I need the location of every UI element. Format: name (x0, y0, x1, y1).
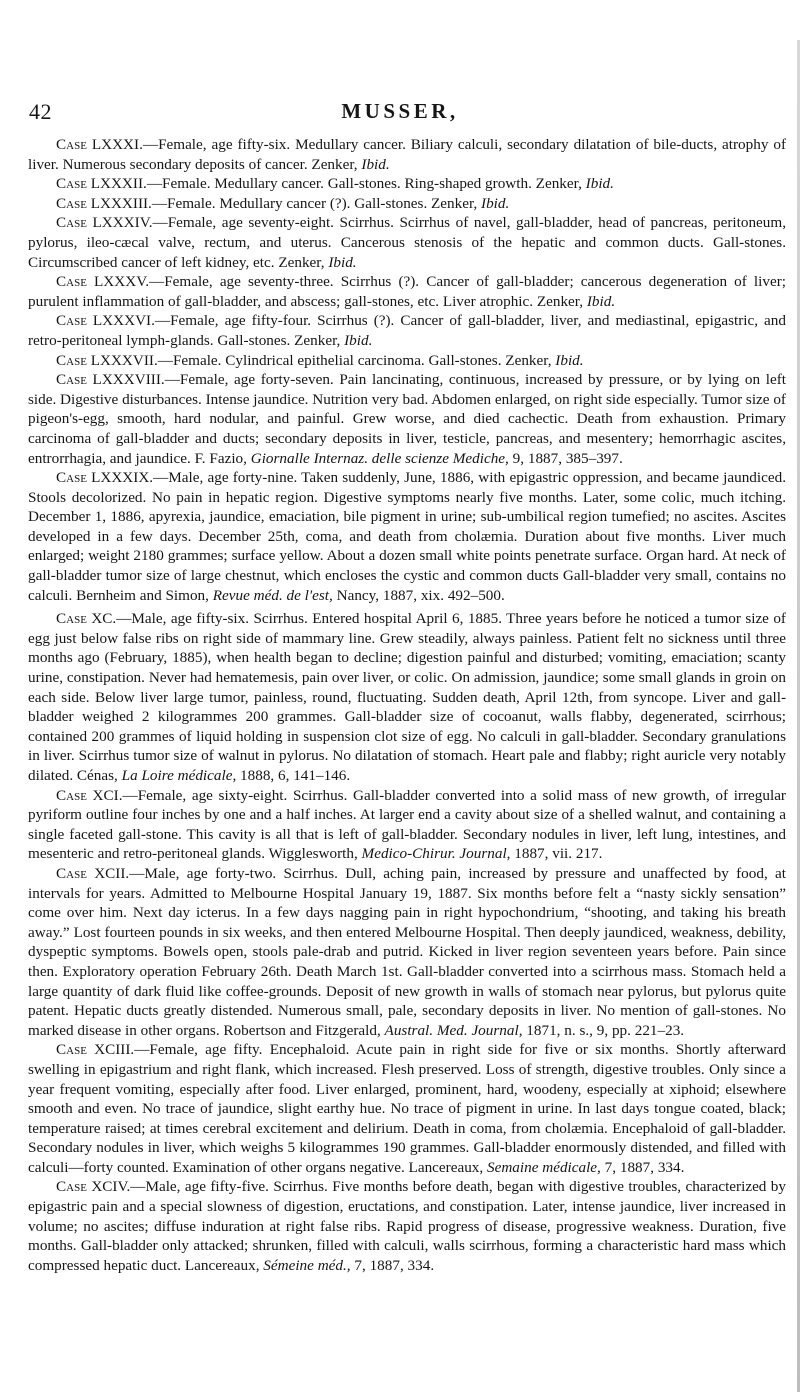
page-body (28, 135, 786, 1275)
case-lxxxviii (28, 370, 786, 468)
case-text: —Female, age seventy-eight. Scirrhus. Scirrhus of navel, gall-bladder, head of pancreas, peritoneum, pylorus, ileo-cæcal valve, rectum, and uterus. Cancerous stenosis of the hepatic and common ducts. Gall-stones. Circumscribed cancer of left kidney, etc. Zenker, (28, 214, 786, 271)
case-label: Case XC. (56, 610, 117, 628)
citation-tail: 1887, vii. 217. (510, 845, 603, 863)
case-text: —Female, age seventy-three. Scirrhus (?). Cancer of gall-bladder; cancerous degeneration of liver; purulent inflammation of gall-bladder, and abscess; gall-stones, etc. Liver atrophic. Zenker, (28, 273, 786, 310)
citation: Revue méd. de l'est, (212, 586, 333, 604)
page-number: 42 (29, 99, 52, 124)
case-text: —Male, age forty-nine. Taken suddenly, June, 1886, with epigastric oppression, and became jaundiced. Stools decolorized. No pain in hepatic region. Digestive symptoms nearly five months. Later, some colic, much itching. December 1, 1886, apyrexia, jaundice, emaciation, bile pigment in urine; sub-umbilical region tumefied; no ascites. Ascites developed in a few days. December 25th, coma, and death from cholæmia. Duration about five months. Liver much enlarged; weight 2180 grammes; surface yellow. About a dozen small white points penetrate surface. Organ hard. At neck of gall-bladder tumor size of large chestnut, which encloses the cystic and common ducts Gall-bladder very small, contains no calculi. Bernheim and Simon, (28, 469, 786, 604)
citation: Ibid. (585, 175, 614, 193)
citation-tail: 1871, n. s., 9, pp. 221–23. (522, 1021, 685, 1039)
case-label: Case LXXXVIII. (56, 371, 165, 389)
case-xciii (28, 1040, 786, 1177)
case-text: —Female, age fifty-four. Scirrhus (?). Cancer of gall-bladder, liver, and mediastinal, epigastric, and retro-peritoneal lymph-glands. Gall-stones. Zenker, (28, 312, 786, 349)
citation: Ibid. (344, 331, 373, 349)
case-lxxxix (28, 468, 786, 605)
case-lxxxii (28, 174, 786, 194)
case-text: —Female. Medullary cancer. Gall-stones. Ring-shaped growth. Zenker, (146, 175, 586, 193)
case-label: Case XCIII. (56, 1041, 135, 1059)
citation: Ibid. (328, 253, 357, 271)
case-label: Case LXXXII. (56, 175, 147, 193)
case-label: Case LXXXIV. (56, 214, 153, 232)
case-xci (28, 786, 786, 864)
running-head: MUSSER, (341, 99, 459, 123)
case-text: —Female. Medullary cancer (?). Gall-stones. Zenker, (151, 194, 482, 212)
case-text: —Male, age forty-two. Scirrhus. Dull, aching pain, increased by pressure and unaffected by food, at intervals for years. Admitted to Melbourne Hospital January 19, 1887. Six months before felt a “nasty sickly sensation” come over him. Next day icterus. In a few days nagging pain in right hypochondrium, “shooting, and taking his breath away.” Lost fourteen pounds in six weeks, and then entered Melbourne Hospital. Then deeply jaundiced, weakness, debility, dyspeptic symptoms. Bowels open, stools pale-drab and putrid. Kicked in liver region seventeen years before. Pain since then. Exploratory operation February 26th. Death March 1st. Gall-bladder converted into a scirrhous mass. Stomach held a large quantity of dark fluid like coffee-grounds. Deposit of new growth in walls of stomach near pylorus, but pylorus quite patent. Hepatic ducts greatly distended. Numerous small, pale, secondary deposits in liver. No mention of gall-stones. No marked disease in other organs. Robertson and Fitzgerald, (28, 864, 787, 1039)
case-text: —Female, age fifty. Encephaloid. Acute pain in right side for five or six months. Shortly afterward swelling in epigastrium and right flank, which increased. Flesh preserved. Loss of strength, digestive troubles. Only since a year frequent vomiting, especially after food. Liver enlarged, prominent, hard, woodeny, especially at xiphoid; elsewhere smooth and even. No trace of jaundice, slight earthy hue. No trace of pigment in urine. In last days tongue coated, black; temperature raised; at times cerebral excitement and delirium. Death in coma, from cholæmia. Encephaloid of gall-bladder. Secondary nodules in liver, which weighs 5 kilogrammes 190 grammes. Gall-bladder enormously distended, and filled with calculi—forty counted. Examination of other organs negative. Lancereaux, (28, 1041, 787, 1176)
citation-tail: 7, 1887, 334. (600, 1158, 685, 1176)
case-lxxxiv (28, 213, 786, 272)
citation: Medico-Chirur. Journal, (361, 845, 511, 863)
case-text: —Female. Cylindrical epithelial carcinoma. Gall-stones. Zenker, (157, 351, 556, 369)
case-label: Case XCIV. (56, 1178, 131, 1196)
citation: Austral. Med. Journal, (384, 1021, 523, 1039)
case-label: Case LXXXI. (56, 136, 143, 153)
case-xc (28, 609, 786, 785)
case-text: —Male, age fifty-six. Scirrhus. Entered hospital April 6, 1885. Three years before he noticed a tumor size of egg just below false ribs on right side of mammary line. Grew steadily, always painless. Patient felt no sickness until three months ago (February, 1885), when health began to decline; digestion painful and disturbed; vomiting, emaciation; scanty urine, constipation. Never had hematemesis, pain over liver, or colic. On admission, jaundice; some small glands in groin on each side. Below liver large tumor, painless, round, fluctuating. Sudden death, April 12th, from syncope. Liver and gall-bladder weighed 2 kilogrammes 200 grammes. Gall-bladder size of cocoanut, walls flabby, degenerated, scirrhous; contained 200 grammes of liquid holding in suspension clot size of egg. No calculi in gall-bladder. Secondary granulations in liver. Scirrhus tumor size of walnut in pylorus. No dilatation of stomach. Heart pale and flabby; right auricle very notably dilated. Cénas, (28, 610, 786, 784)
case-lxxxi (28, 135, 786, 174)
citation: La Loire médicale, (121, 767, 237, 784)
citation-tail: 1888, 6, 141–146. (236, 767, 351, 784)
case-label: Case LXXXVII. (56, 351, 158, 369)
case-label: Case XCI. (56, 786, 123, 804)
case-xciv (28, 1177, 786, 1275)
case-text: —Female, age forty-seven. Pain lancinating, continuous, increased by pressure, or by lying on left side. Digestive disturbances. Intense jaundice. Nutrition very bad. Abdomen enlarged, on right side especially. Tumor size of pigeon's-egg, smooth, hard nodular, and painful. Grew worse, and died cachectic. Death from exhaustion. Primary carcinoma of gall-bladder and ducts; secondary deposits in liver, testicle, pancreas, and mesentery; hemorrhagic ascites, entrorrhagia, and jaundice. F. Fazio, (28, 371, 787, 467)
citation: Ibid. (481, 194, 510, 212)
citation-tail: 9, 1887, 385–397. (508, 449, 623, 467)
case-lxxxvi (28, 311, 786, 350)
case-label: Case LXXXIII. (56, 194, 152, 212)
case-label: Case LXXXVI. (56, 312, 155, 330)
citation-tail: Nancy, 1887, xix. 492–500. (332, 586, 505, 604)
case-label: Case XCII. (56, 864, 130, 882)
case-lxxxv (28, 272, 786, 311)
case-xcii (28, 864, 786, 1040)
case-label: Case LXXXIX. (56, 469, 154, 487)
case-text: —Male, age fifty-five. Scirrhus. Five months before death, began with digestive troubles, characterized by epigastric pain and a special slowness of digestion, eructations, and constipation. Later, intense jaundice, liver increased in volume; no ascites; diffuse induration at right false ribs. Rapid progress of disease, progressive weakness. Duration, five months. Gall-bladder only attacked; shrunken, filled with calculi, walls scirrhous, forming a characteristic hard mass which compressed hepatic duct. Lancereaux, (28, 1178, 786, 1274)
citation: Sémeine méd., (263, 1256, 351, 1274)
citation-tail: 7, 1887, 334. (350, 1256, 435, 1274)
case-lxxxvii (28, 351, 786, 371)
case-lxxxiii (28, 194, 786, 214)
case-text: —Female, age fifty-six. Medullary cancer. Biliary calculi, secondary dilatation of bile-ducts, atrophy of liver. Numerous secondary deposits of cancer. Zenker, (28, 136, 786, 173)
case-label: Case LXXXV. (56, 273, 150, 291)
citation: Ibid. (586, 292, 616, 310)
citation: Semaine médicale, (486, 1158, 601, 1176)
case-text: —Female, age sixty-eight. Scirrhus. Gall-bladder converted into a solid mass of new growth, of irregular pyriform outline four inches by one and a half inches. At larger end a cavity about size of a shelled walnut, and containing a single faceted gall-stone. This cavity is all that is left of gall-bladder. Secondary nodules in liver, left lung, intestines, and mesenteric and retro-peritoneal glands. Wigglesworth, (28, 786, 786, 863)
citation: Ibid. (361, 155, 390, 173)
citation: Ibid. (555, 351, 584, 369)
citation: Giornalle Internaz. delle scienze Mediche, (250, 449, 509, 467)
